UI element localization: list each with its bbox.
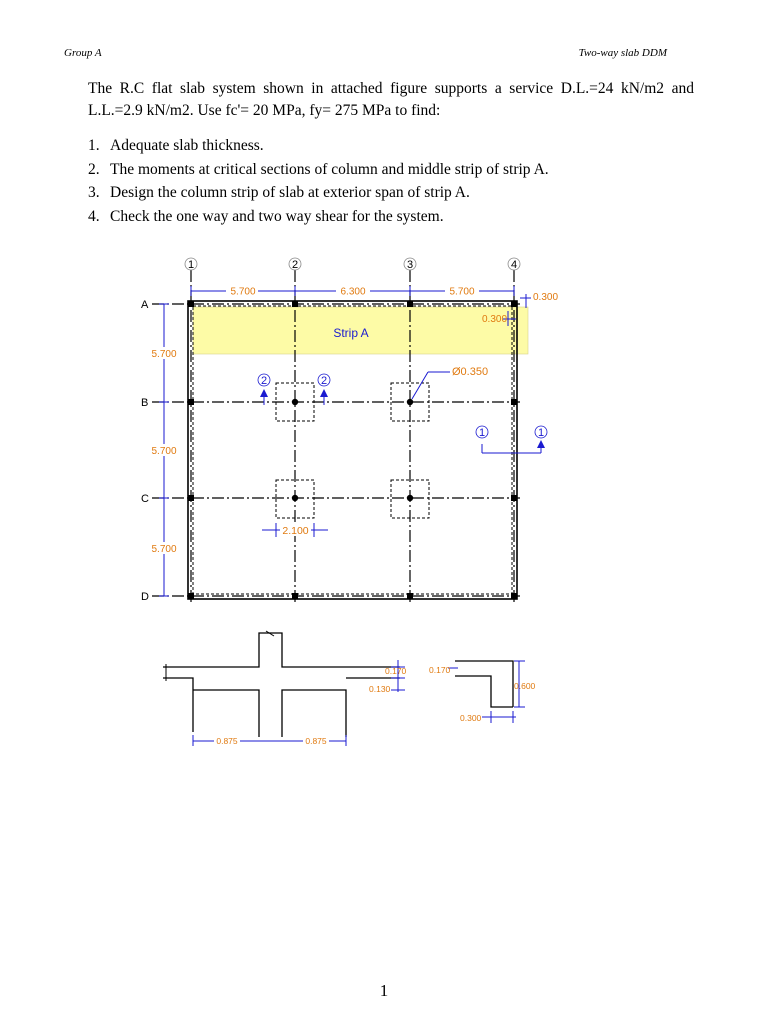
- grid-col-2: 2: [291, 259, 299, 271]
- interior-drop-left: 0.875: [216, 736, 238, 746]
- task-item: 2. The moments at critical sections of column and middle strip of strip A.: [88, 160, 549, 178]
- floor-plan: [141, 258, 558, 605]
- span-y-3: 5.700: [151, 544, 177, 555]
- grid-col-4: 4: [510, 259, 518, 271]
- interior-drop-right: 0.875: [305, 736, 327, 746]
- span-y-1: 5.700: [151, 349, 177, 360]
- column-grid-labels: [185, 258, 520, 271]
- task-item: 4. Check the one way and two way shear for the system.: [88, 207, 444, 225]
- interior-section: [163, 631, 407, 746]
- grid-row-b: B: [141, 397, 149, 409]
- page-number: 1: [379, 981, 389, 1000]
- section-2-right: 2: [320, 375, 328, 387]
- edge-beam-width: 0.300: [533, 292, 559, 303]
- grid-col-3: 3: [406, 259, 414, 271]
- task-item: 3. Design the column strip of slab at exterior span of strip A.: [88, 184, 470, 201]
- problem-statement: The R.C flat slab system shown in attached figure supports a service D.L.=24 kN/m2 and L.L.=2.9 kN/m2. Use fc'= 20 MPa, fy= 275 MPa to find:: [88, 80, 694, 119]
- interior-drop-thickness: 0.130: [369, 684, 391, 694]
- span-x-2: 6.300: [340, 286, 366, 298]
- span-x-1: 5.700: [230, 286, 256, 298]
- span-x-3: 5.700: [449, 286, 475, 298]
- grid-col-1: 1: [187, 259, 195, 271]
- span-y-2: 5.700: [151, 446, 177, 457]
- section-2-left: 2: [260, 375, 268, 387]
- section-1-right: 1: [537, 427, 545, 439]
- header-right: Two-way slab DDM: [578, 47, 667, 59]
- edge-slab-thickness: 0.170: [429, 665, 451, 675]
- section-1-left: 1: [478, 427, 486, 439]
- interior-slab-thickness: 0.170: [385, 666, 407, 676]
- drop-panel-dimension: [262, 523, 328, 537]
- grid-row-a: A: [141, 299, 149, 311]
- edge-beam-width: 0.300: [460, 713, 482, 723]
- grid-row-d: D: [141, 591, 149, 603]
- edge-beam-depth: 0.600: [514, 681, 536, 691]
- header-left: Group A: [64, 47, 102, 59]
- task-item: 1. Adequate slab thickness.: [88, 137, 264, 154]
- left-dimensions: [146, 304, 180, 596]
- column-diameter: Ø0.350: [452, 366, 489, 378]
- drop-panel-width: 2.100: [282, 525, 309, 537]
- edge-offset: 0.300: [482, 314, 508, 325]
- top-dimensions: [191, 285, 514, 298]
- strip-a-label: Strip A: [333, 326, 369, 340]
- edge-section: [429, 661, 536, 723]
- grid-row-c: C: [141, 493, 149, 505]
